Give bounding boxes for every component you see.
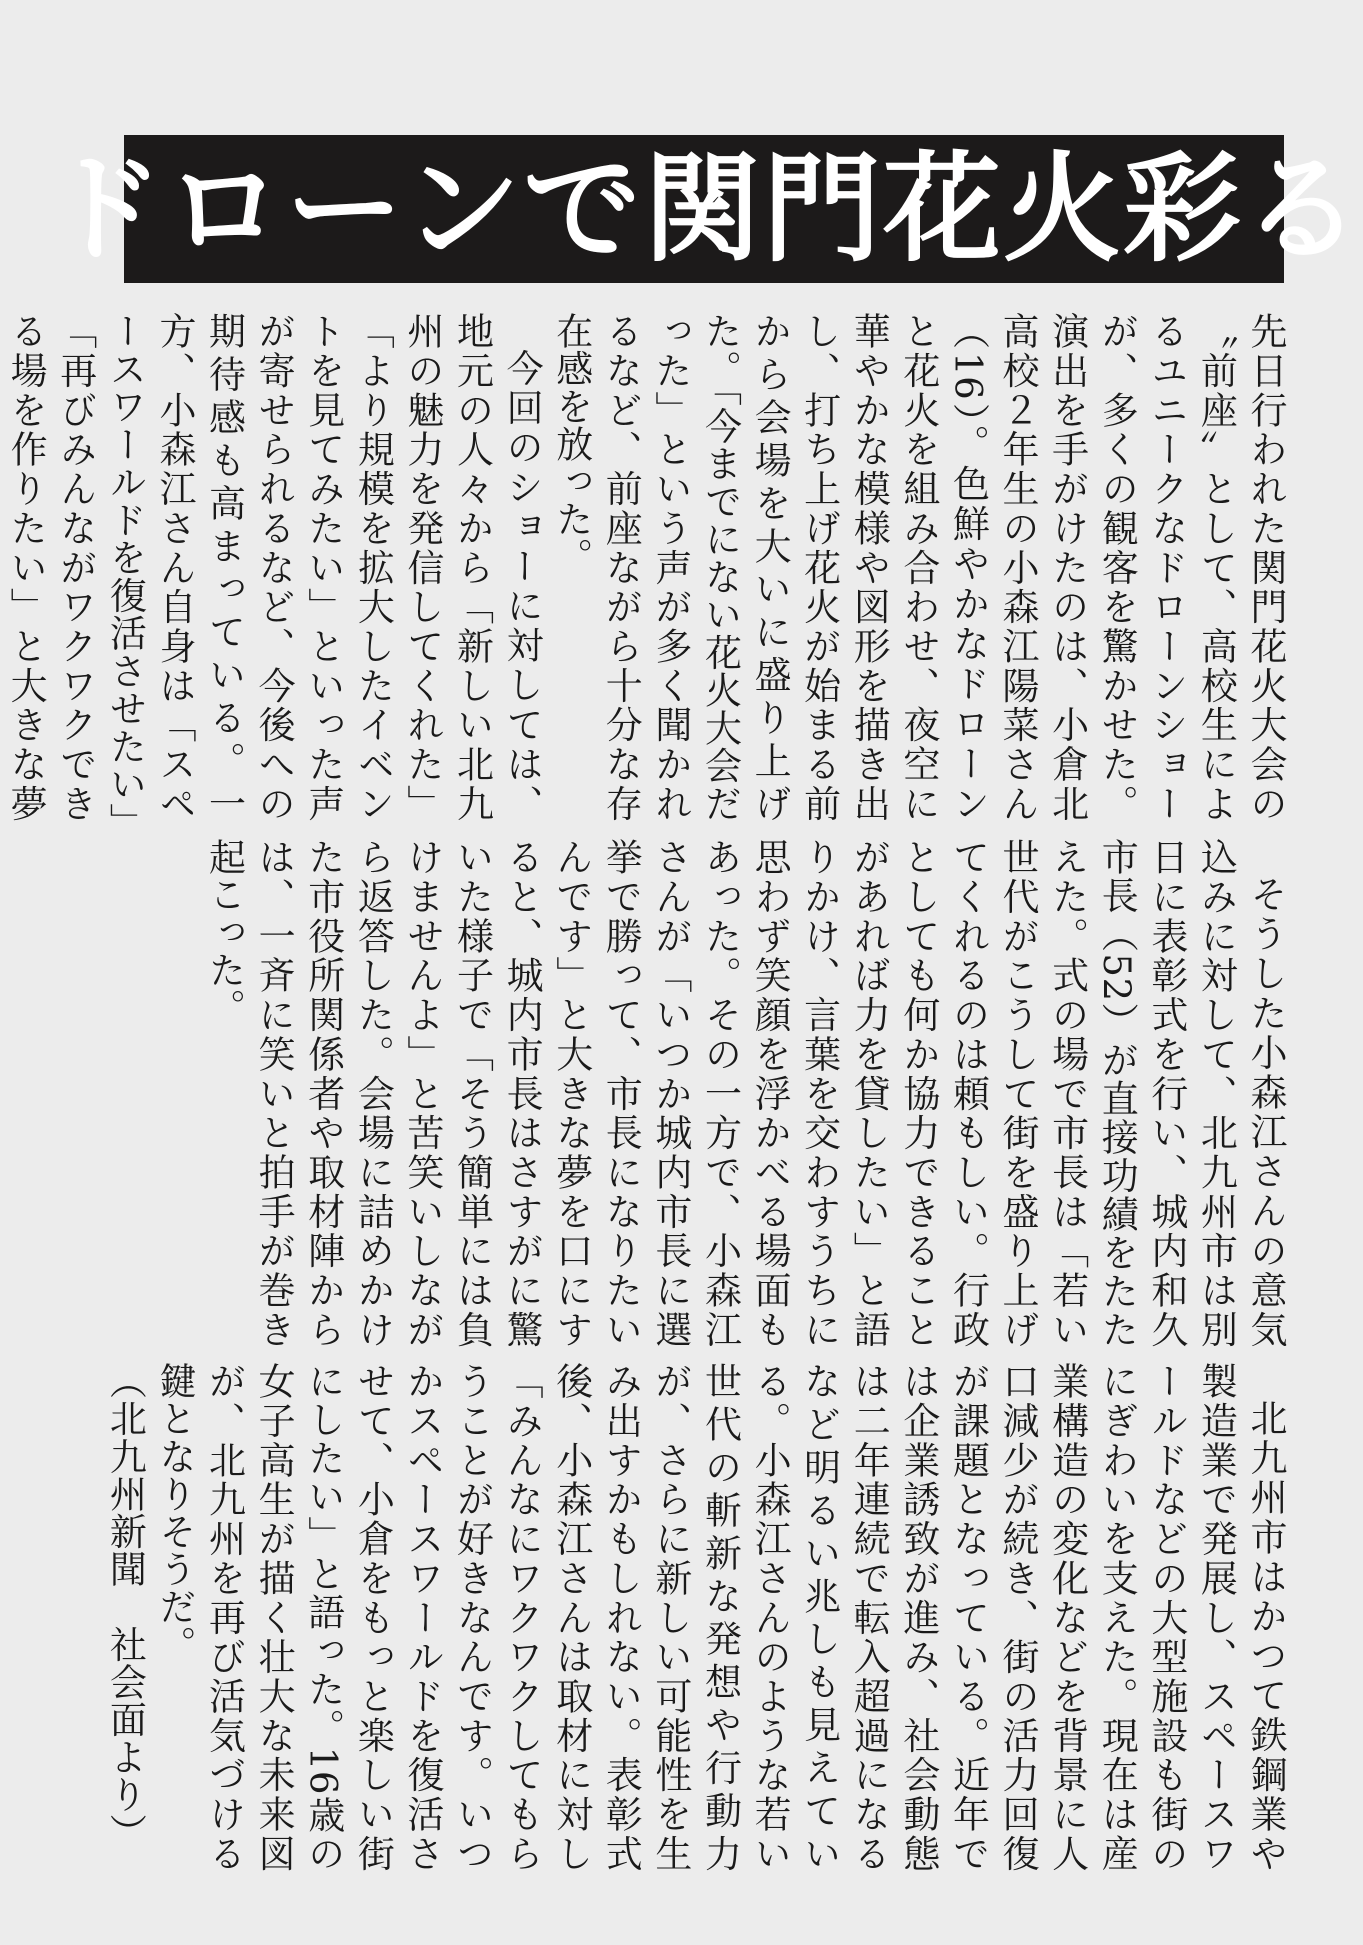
headline: ドローンで関門花火彩る (45, 140, 1363, 278)
paragraph-3: そうした小森江さんの意気込みに対して、北九州市は別日に表彰式を行い、城内和久市長（52）が直接功績をたたえた。式の場で市長は「若い世代がこうして街を盛り上げてくれるのは頼もしい。行政としても何か協力できることがあれば力を貸したい」と語りかけ、言葉を交わすうちに思わず笑顔を浮かべる場面もあった。その一方で、小森江さんが「いつか城内市長に選挙で勝って、市長になりたいんです」と大きな夢を口にすると、城内市長はさすがに驚いた様子で「そう簡単には負けませんよ」と苦笑いしながら返答した。会場に詰めかけた市役所関係者や取材陣からは、一斉に笑いと拍手が巻き起こった。 (202, 838, 1287, 1348)
paragraph-1: 先日行われた関門花火大会の〝前座〟として、高校生によるユニークなドローンショーが、多くの観客を驚かせた。演出を手がけたのは、小倉北高校２年生の小森江陽菜さん（16）。色鮮やかなドローンと花火を組み合わせ、夜空に華やかな模様や図形を描き出し、打ち上げ花火が始まる前から会場を大いに盛り上げた。「今までにない花火大会だった」という声が多く聞かれるなど、前座ながら十分な存在感を放った。 (549, 312, 1287, 822)
article-tier-bottom (103, 1362, 1290, 1872)
credit-line: （北九州新聞 社会面より） (103, 1362, 147, 1851)
paragraph-4: 北九州市はかつて鉄鋼業や製造業で発展し、スペースワールドなどの大型施設も街のにぎわいを支えた。現在は産業構造の変化などを背景に人口減少が続き、街の活力回復が課題となっている。近年では企業誘致が進み、社会動態は二年連続で転入超過になるなど明るい兆しも見えている。小森江さんのような若い世代の斬新な発想や行動力が、さらに新しい可能性を生み出すかもしれない。表彰式後、小森江さんは取材に対し「みんなにワクワクしてもらうことが好きなんです。いつかスペースワールドを復活させて、小倉をもっと楽しい街にしたい」と語った。16歳の女子高生が描く壮大な未来図が、北九州を再び活気づける鍵となりそうだ。 (152, 1362, 1287, 1872)
article-tier-top (4, 312, 1290, 822)
article-tier-middle (140, 838, 1290, 1348)
paragraph-2: 今回のショーに対しては、地元の人々から「新しい北九州の魅力を発信してくれた」「より規模を拡大したイベントを見てみたい」といった声が寄せられるなど、今後への期待感も高まっている。一方、小森江さん自身は「スペースワールドを復活させたい」「再びみんながワクワクできる場を作りたい」と大きな夢 (4, 312, 544, 822)
headline-band (45, 135, 1363, 283)
